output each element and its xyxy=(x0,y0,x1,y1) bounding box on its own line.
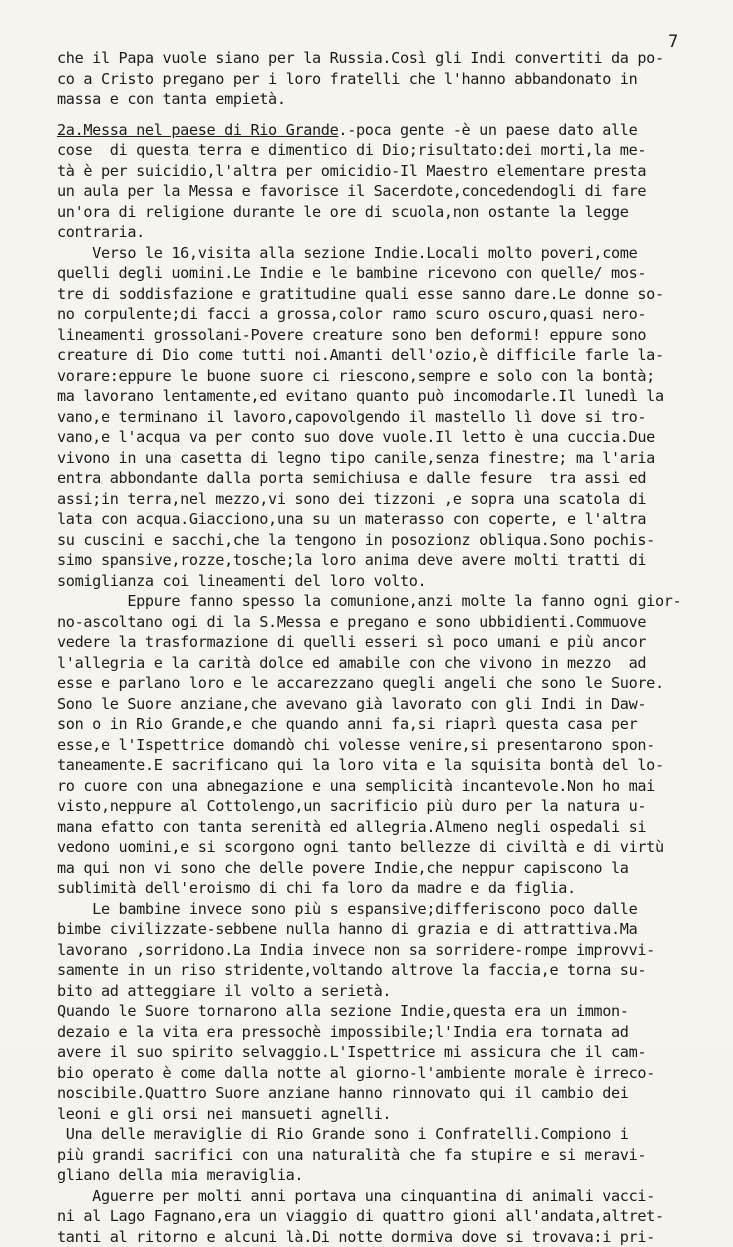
text-line: creature di Dio come tutti noi.Amanti dell'ozio,è difficile farle la- xyxy=(57,345,725,366)
text-line: avere il suo spirito selvaggio.L'Ispettrice mi assicura che il cam- xyxy=(57,1042,725,1063)
page-number: 7 xyxy=(668,32,678,52)
text-line: entra abbondante dalla porta semichiusa e dalle fesure tra assi ed xyxy=(57,468,725,489)
text-line: tanti al ritorno e alcuni là.Di notte dormiva dove si trovava:i pri- xyxy=(57,1227,725,1247)
text-line: son o in Rio Grande,e che quando anni fa,si riaprì questa casa per xyxy=(57,714,725,735)
text-line: esse,e l'Ispettrice domandò chi volesse venire,si presentarono spon- xyxy=(57,735,725,756)
text-line: massa e con tanta empietà. xyxy=(57,89,725,110)
text-line: ni al Lago Fagnano,era un viaggio di quattro gioni all'andata,altret- xyxy=(57,1206,725,1227)
section-heading: 2a.Messa nel paese di Rio Grande xyxy=(57,121,338,139)
text-line: Verso le 16,visita alla sezione Indie.Locali molto poveri,come xyxy=(57,243,725,264)
text-line: su cuscini e sacchi,che la tengono in posozionz obliqua.Sono pochis- xyxy=(57,530,725,551)
section-heading-continuation: .-poca gente -è un paese dato alle xyxy=(338,121,637,139)
text-line: tre di soddisfazione e gratitudine quali esse sanno dare.Le donne so- xyxy=(57,284,725,305)
text-line: Le bambine invece sono più s espansive;differiscono poco dalle xyxy=(57,899,725,920)
text-line: vano,e l'acqua va per conto suo dove vuole.Il letto è una cuccia.Due xyxy=(57,427,725,448)
text-line: lata con acqua.Giacciono,una su un materasso con coperte, e l'altra xyxy=(57,509,725,530)
text-line: taneamente.E sacrificano qui la loro vita e la squisita bontà del lo- xyxy=(57,755,725,776)
text-line: somiglianza coi lineamenti del loro volto. xyxy=(57,571,725,592)
text-line: quelli degli uomini.Le Indie e le bambine ricevono con quelle/ mos- xyxy=(57,263,725,284)
text-line: noscibile.Quattro Suore anziane hanno rinnovato qui il cambio dei xyxy=(57,1083,725,1104)
text-line: contraria. xyxy=(57,222,725,243)
paragraph-gap xyxy=(57,110,725,120)
typed-text-body xyxy=(57,48,725,1247)
text-line: no corpulente;di facci a grossa,color ramo scuro oscuro,quasi nero- xyxy=(57,304,725,325)
text-line: ro cuore con una abnegazione e una semplicità incantevole.Non ho mai xyxy=(57,776,725,797)
text-line: più grandi sacrifici con una naturalità che fa stupire e si meravi- xyxy=(57,1145,725,1166)
text-line: cose di questa terra e dimentico di Dio;risultato:dei morti,la me- xyxy=(57,140,725,161)
text-line: bito ad atteggiare il volto a serietà. xyxy=(57,981,725,1002)
text-line: no-ascoltano ogi di la S.Messa e pregano e sono ubbidienti.Commuove xyxy=(57,612,725,633)
text-line: che il Papa vuole siano per la Russia.Così gli Indi convertiti da po- xyxy=(57,48,725,69)
text-line: ma lavorano lentamente,ed evitano quanto può incomodarle.Il lunedì la xyxy=(57,386,725,407)
text-line: vano,e terminano il lavoro,capovolgendo il mastello lì dove si tro- xyxy=(57,407,725,428)
text-line: leoni e gli orsi nei mansueti agnelli. xyxy=(57,1104,725,1125)
text-line: lavorano ,sorridono.La India invece non sa sorridere-rompe improvvi- xyxy=(57,940,725,961)
text-line: samente in un riso stridente,voltando altrove la faccia,e torna su- xyxy=(57,960,725,981)
text-line: bimbe civilizzate-sebbene nulla hanno di grazia e di attrattiva.Ma xyxy=(57,919,725,940)
text-line: dezaio e la vita era pressochè impossibile;l'India era tornata ad xyxy=(57,1022,725,1043)
text-line: Quando le Suore tornarono alla sezione Indie,questa era un immon- xyxy=(57,1001,725,1022)
text-line: un aula per la Messa e favorisce il Sacerdote,concedendogli di fare xyxy=(57,181,725,202)
text-line: ma qui non vi sono che delle povere Indie,che neppur capiscono la xyxy=(57,858,725,879)
text-line: vorare:eppure le buone suore ci riescono,sempre e solo con la bontà; xyxy=(57,366,725,387)
text-line: vivono in una casetta di legno tipo canile,senza finestre; ma l'aria xyxy=(57,448,725,469)
text-line: Eppure fanno spesso la comunione,anzi molte la fanno ogni gior- xyxy=(57,591,725,612)
text-line: vedere la trasformazione di quelli esseri sì poco umani e più ancor xyxy=(57,632,725,653)
rio-grande-section xyxy=(57,120,725,1247)
opening-paragraph xyxy=(57,48,725,110)
text-line: tà è per suicidio,l'altra per omicidio-Il Maestro elementare presta xyxy=(57,161,725,182)
text-line: co a Cristo pregano per i loro fratelli che l'hanno abbandonato in xyxy=(57,69,725,90)
text-line: mana efatto con tanta serenità ed allegria.Almeno negli ospedali si xyxy=(57,817,725,838)
text-line: vedono uomini,e si scorgono ogni tanto bellezze di civiltà e di virtù xyxy=(57,837,725,858)
text-line: assi;in terra,nel mezzo,vi sono dei tizzoni ,e sopra una scatola di xyxy=(57,489,725,510)
text-line: l'allegria e la carità dolce ed amabile con che vivono in mezzo ad xyxy=(57,653,725,674)
text-line: esse e parlano loro e le accarezzano quegli angeli che sono le Suore. xyxy=(57,673,725,694)
text-line: un'ora di religione durante le ore di scuola,non ostante la legge xyxy=(57,202,725,223)
text-line: Una delle meraviglie di Rio Grande sono i Confratelli.Compiono i xyxy=(57,1124,725,1145)
text-line: visto,neppure al Cottolengo,un sacrificio più duro per la natura u- xyxy=(57,796,725,817)
text-line: lineamenti grossolani-Povere creature sono ben deformi! eppure sono xyxy=(57,325,725,346)
text-line: sublimità dell'eroismo di chi fa loro da madre e da figlia. xyxy=(57,878,725,899)
text-line: bio operato è come dalla notte al giorno-l'ambiente morale è irreco- xyxy=(57,1063,725,1084)
text-line: simo spansive,rozze,tosche;la loro anima deve avere molti tratti di xyxy=(57,550,725,571)
text-line: Aguerre per molti anni portava una cinquantina di animali vacci- xyxy=(57,1186,725,1207)
section-heading-line xyxy=(57,120,725,141)
text-line: Sono le Suore anziane,che avevano già lavorato con gli Indi in Daw- xyxy=(57,694,725,715)
text-line: gliano della mia meraviglia. xyxy=(57,1165,725,1186)
